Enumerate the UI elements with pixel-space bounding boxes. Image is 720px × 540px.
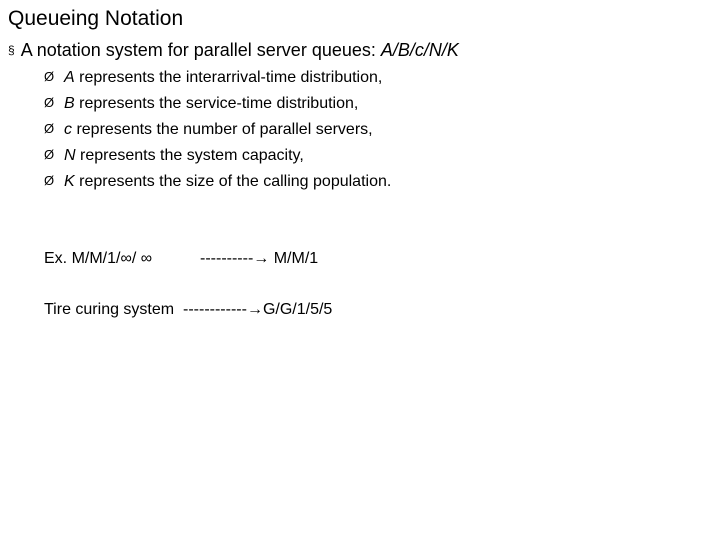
list-item <box>44 144 391 170</box>
example-label: Tire curing system <box>44 301 183 318</box>
list-item <box>44 66 391 92</box>
notation-symbol: K <box>64 173 75 190</box>
definition-text: represents the size of the calling population. <box>74 173 392 190</box>
example-tire-curing <box>44 299 332 321</box>
list-item <box>44 92 391 118</box>
dash-line: ------------ <box>183 301 247 318</box>
example-result-group <box>200 248 318 270</box>
list-item <box>44 170 391 196</box>
arrow-bullet-icon: Ø <box>44 147 55 162</box>
list-item <box>44 118 391 144</box>
notation-symbol: c <box>64 121 72 138</box>
arrow-bullet-icon: Ø <box>44 173 55 188</box>
arrow-bullet-icon: Ø <box>44 69 55 84</box>
example-mm1 <box>44 248 319 270</box>
main-bullet <box>8 38 459 62</box>
section-bullet-icon: § <box>8 43 15 57</box>
dash-line: ---------- <box>200 250 254 267</box>
notation-symbol: N <box>64 147 76 164</box>
definition-text: represents the system capacity, <box>75 147 304 164</box>
notation-symbol: B <box>64 95 75 112</box>
definition-text: represents the number of parallel servers, <box>72 121 373 138</box>
arrow-bullet-icon: Ø <box>44 121 55 136</box>
notation-formula: A/B/c/N/K <box>380 40 459 60</box>
example-result: G/G/1/5/5 <box>262 301 333 318</box>
definition-text: represents the interarrival-time distribution, <box>74 69 383 86</box>
example-label: Ex. M/M/1/∞/ ∞ <box>44 250 153 267</box>
definition-text: represents the service-time distribution, <box>74 95 359 112</box>
arrow-bullet-icon: Ø <box>44 95 55 110</box>
right-arrow-icon: → <box>253 250 270 267</box>
right-arrow-icon: → <box>246 301 263 318</box>
notation-symbol: A <box>64 69 75 86</box>
example-result: M/M/1 <box>269 250 319 267</box>
main-bullet-text: A notation system for parallel server queues: <box>20 40 381 60</box>
notation-definitions-list <box>44 66 391 196</box>
page-title: Queueing Notation <box>8 7 184 30</box>
